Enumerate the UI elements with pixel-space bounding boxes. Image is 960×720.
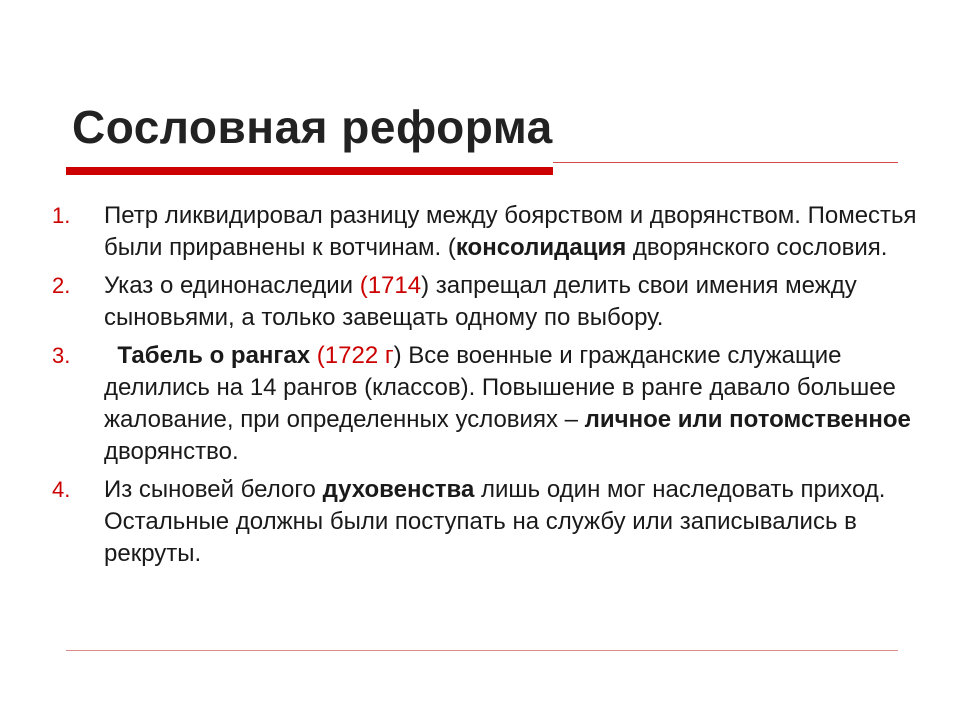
list-item-text xyxy=(104,342,918,465)
list-item xyxy=(50,200,930,264)
text-segment: Указ о единонаследии xyxy=(104,272,360,299)
list-item-text xyxy=(104,272,857,331)
list-item-text xyxy=(104,476,885,567)
bold-term: личное или потомственное xyxy=(584,406,911,433)
slide-title: Сословная реформа xyxy=(72,101,553,153)
bold-term: Табель о рангах xyxy=(117,342,311,369)
bold-term: духовенства xyxy=(322,476,475,503)
text-segment: ) Все военные и гражданские служащие делились на 14 рангов (классов). Повышение в ранге давало большее жалование, при определенных условиях – xyxy=(104,342,903,433)
list-item-number: 1. xyxy=(52,203,71,228)
title-underline-accent xyxy=(66,167,553,175)
bold-term: консолидация xyxy=(455,234,627,261)
list-item-text xyxy=(104,202,917,261)
date-highlight: (1722 г xyxy=(316,342,394,369)
text-segment: Из сыновей белого xyxy=(104,476,323,503)
title-underline-rule xyxy=(553,162,898,163)
footer-rule xyxy=(66,650,898,651)
text-segment: дворянского сословия. xyxy=(626,234,888,261)
list-item xyxy=(50,474,930,570)
list-item xyxy=(50,270,930,334)
reform-list xyxy=(50,200,930,576)
list-item-number: 4. xyxy=(52,477,71,502)
text-segment: дворянство. xyxy=(104,406,918,465)
list-item-number: 2. xyxy=(52,273,71,298)
date-highlight: (1714 xyxy=(359,272,422,299)
text-segment xyxy=(310,342,317,369)
text-segment xyxy=(104,342,117,369)
text-segment: лишь один мог наследовать приход. Остальные должны были поступать на службу или записывались в рекруты. xyxy=(104,476,886,567)
text-segment: Петр ликвидировал разницу между боярством и дворянством. Поместья были приравнены к вотчинам. ( xyxy=(104,202,917,261)
list-item xyxy=(50,340,930,468)
list-item-number: 3. xyxy=(52,343,71,368)
text-segment: ) запрещал делить свои имения между сыновьями, а только завещать одному по выбору. xyxy=(104,272,857,331)
